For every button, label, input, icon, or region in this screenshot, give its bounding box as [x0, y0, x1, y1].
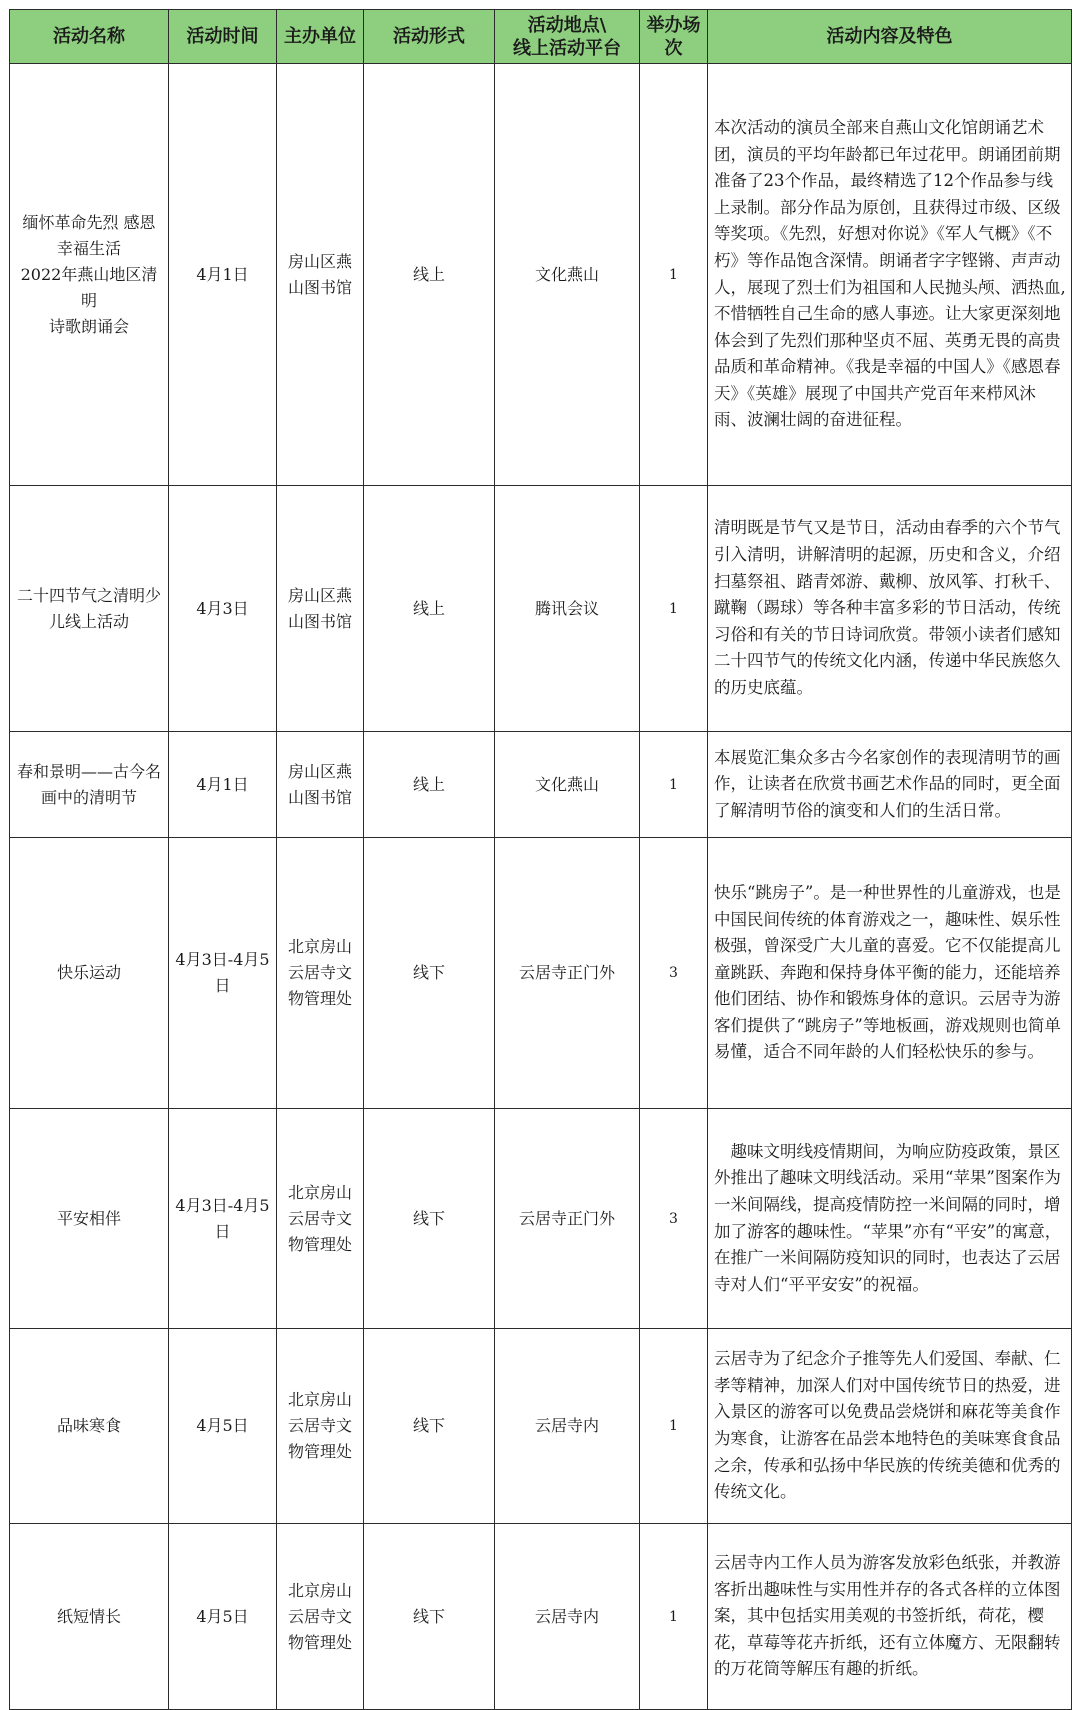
- event-count-cell: 1: [640, 1329, 708, 1524]
- event-content-cell: 云居寺内工作人员为游客发放彩色纸张，并教游客折出趣味性与实用性并存的各式各样的立体图案，其中包括实用美观的书签折纸，荷花，樱花，草莓等花卉折纸，还有立体魔方、无限翻转的万花筒等解压有趣的折纸。: [708, 1524, 1072, 1710]
- event-venue-cell: 云居寺正门外: [495, 838, 640, 1109]
- event-format-cell: 线上: [364, 486, 495, 732]
- event-name-cell: 纸短情长: [10, 1524, 169, 1710]
- event-venue-cell: 云居寺内: [495, 1329, 640, 1524]
- event-count-cell: 1: [640, 1524, 708, 1710]
- header-content: 活动内容及特色: [708, 10, 1072, 64]
- event-content-cell: 趣味文明线疫情期间，为响应防疫政策，景区外推出了趣味文明线活动。采用“苹果”图案作为一米间隔线，提高疫情防控一米间隔的同时，增加了游客的趣味性。“苹果”亦有“平安”的寓意，在推广一米间隔防疫知识的同时，也表达了云居寺对人们“平平安安”的祝福。: [708, 1109, 1072, 1329]
- event-count-cell: 3: [640, 1109, 708, 1329]
- event-format-cell: 线下: [364, 838, 495, 1109]
- event-venue-cell: 文化燕山: [495, 64, 640, 486]
- event-content-cell: 本展览汇集众多古今名家创作的表现清明节的画作，让读者在欣赏书画艺术作品的同时，更全面了解清明节俗的演变和人们的生活日常。: [708, 732, 1072, 838]
- table-row: [10, 1109, 1072, 1329]
- event-time-cell: 4月3日-4月5 日: [169, 838, 277, 1109]
- event-name-cell: 二十四节气之清明少 儿线上活动: [10, 486, 169, 732]
- event-content-cell: 清明既是节气又是节日，活动由春季的六个节气引入清明，讲解清明的起源，历史和含义，介绍扫墓祭祖、踏青郊游、戴柳、放风筝、打秋千、蹴鞠（踢球）等各种丰富多彩的节日活动，传统习俗和有关的节日诗词欣赏。带领小读者们感知二十四节气的传统文化内涵，传递中华民族悠久的历史底蕴。: [708, 486, 1072, 732]
- event-time-cell: 4月1日: [169, 64, 277, 486]
- event-name-cell: 春和景明——古今名 画中的清明节: [10, 732, 169, 838]
- table-row: [10, 64, 1072, 486]
- event-organizer-cell: 房山区燕 山图书馆: [277, 64, 364, 486]
- header-name: 活动名称: [10, 10, 169, 64]
- header-venue: 活动地点\ 线上活动平台: [495, 10, 640, 64]
- header-row: [10, 10, 1072, 64]
- header-time: 活动时间: [169, 10, 277, 64]
- event-name-cell: 缅怀革命先烈 感恩 幸福生活 2022年燕山地区清明 诗歌朗诵会: [10, 64, 169, 486]
- event-table: [9, 9, 1072, 1710]
- event-format-cell: 线下: [364, 1524, 495, 1710]
- event-venue-cell: 云居寺正门外: [495, 1109, 640, 1329]
- event-count-cell: 1: [640, 64, 708, 486]
- event-content-cell: 本次活动的演员全部来自燕山文化馆朗诵艺术团，演员的平均年龄都已年过花甲。朗诵团前期准备了23个作品，最终精选了12个作品参与线上录制。部分作品为原创，且获得过市级、区级等奖项。《先烈，好想对你说》《军人气概》《不朽》等作品饱含深情。朗诵者字字铿锵、声声动人，展现了烈士们为祖国和人民抛头颅、洒热血,不惜牺牲自己生命的感人事迹。让大家更深刻地体会到了先烈们那种坚贞不屈、英勇无畏的高贵品质和革命精神。《我是幸福的中国人》《感恩春天》《英雄》展现了中国共产党百年来栉风沐雨、波澜壮阔的奋进征程。: [708, 64, 1072, 486]
- event-time-cell: 4月3日-4月5 日: [169, 1109, 277, 1329]
- event-time-cell: 4月5日: [169, 1329, 277, 1524]
- event-format-cell: 线上: [364, 732, 495, 838]
- table-row: [10, 732, 1072, 838]
- event-time-cell: 4月5日: [169, 1524, 277, 1710]
- event-organizer-cell: 北京房山 云居寺文 物管理处: [277, 1109, 364, 1329]
- header-format: 活动形式: [364, 10, 495, 64]
- header-count: 举办场次: [640, 10, 708, 64]
- event-count-cell: 3: [640, 838, 708, 1109]
- event-venue-cell: 腾讯会议: [495, 486, 640, 732]
- event-format-cell: 线下: [364, 1109, 495, 1329]
- event-organizer-cell: 北京房山 云居寺文 物管理处: [277, 838, 364, 1109]
- event-name-cell: 品味寒食: [10, 1329, 169, 1524]
- event-name-cell: 快乐运动: [10, 838, 169, 1109]
- event-format-cell: 线下: [364, 1329, 495, 1524]
- event-count-cell: 1: [640, 486, 708, 732]
- table-row: [10, 1329, 1072, 1524]
- event-organizer-cell: 北京房山 云居寺文 物管理处: [277, 1524, 364, 1710]
- event-count-cell: 1: [640, 732, 708, 838]
- event-content-cell: 云居寺为了纪念介子推等先人们爱国、奉献、仁孝等精神，加深人们对中国传统节日的热爱，进入景区的游客可以免费品尝烧饼和麻花等美食作为寒食，让游客在品尝本地特色的美味寒食食品之余，传承和弘扬中华民族的传统美德和优秀的传统文化。: [708, 1329, 1072, 1524]
- event-organizer-cell: 房山区燕 山图书馆: [277, 486, 364, 732]
- event-time-cell: 4月1日: [169, 732, 277, 838]
- event-content-cell: 快乐“跳房子”。是一种世界性的儿童游戏，也是中国民间传统的体育游戏之一，趣味性、娱乐性极强，曾深受广大儿童的喜爱。它不仅能提高儿童跳跃、奔跑和保持身体平衡的能力，还能培养他们团结、协作和锻炼身体的意识。云居寺为游客们提供了“跳房子”等地板画，游戏规则也简单易懂，适合不同年龄的人们轻松快乐的参与。: [708, 838, 1072, 1109]
- event-organizer-cell: 北京房山 云居寺文 物管理处: [277, 1329, 364, 1524]
- event-organizer-cell: 房山区燕 山图书馆: [277, 732, 364, 838]
- event-name-cell: 平安相伴: [10, 1109, 169, 1329]
- table-row: [10, 838, 1072, 1109]
- event-format-cell: 线上: [364, 64, 495, 486]
- table-row: [10, 1524, 1072, 1710]
- event-venue-cell: 文化燕山: [495, 732, 640, 838]
- event-venue-cell: 云居寺内: [495, 1524, 640, 1710]
- event-time-cell: 4月3日: [169, 486, 277, 732]
- header-organizer: 主办单位: [277, 10, 364, 64]
- event-table-container: [9, 9, 1071, 1710]
- table-row: [10, 486, 1072, 732]
